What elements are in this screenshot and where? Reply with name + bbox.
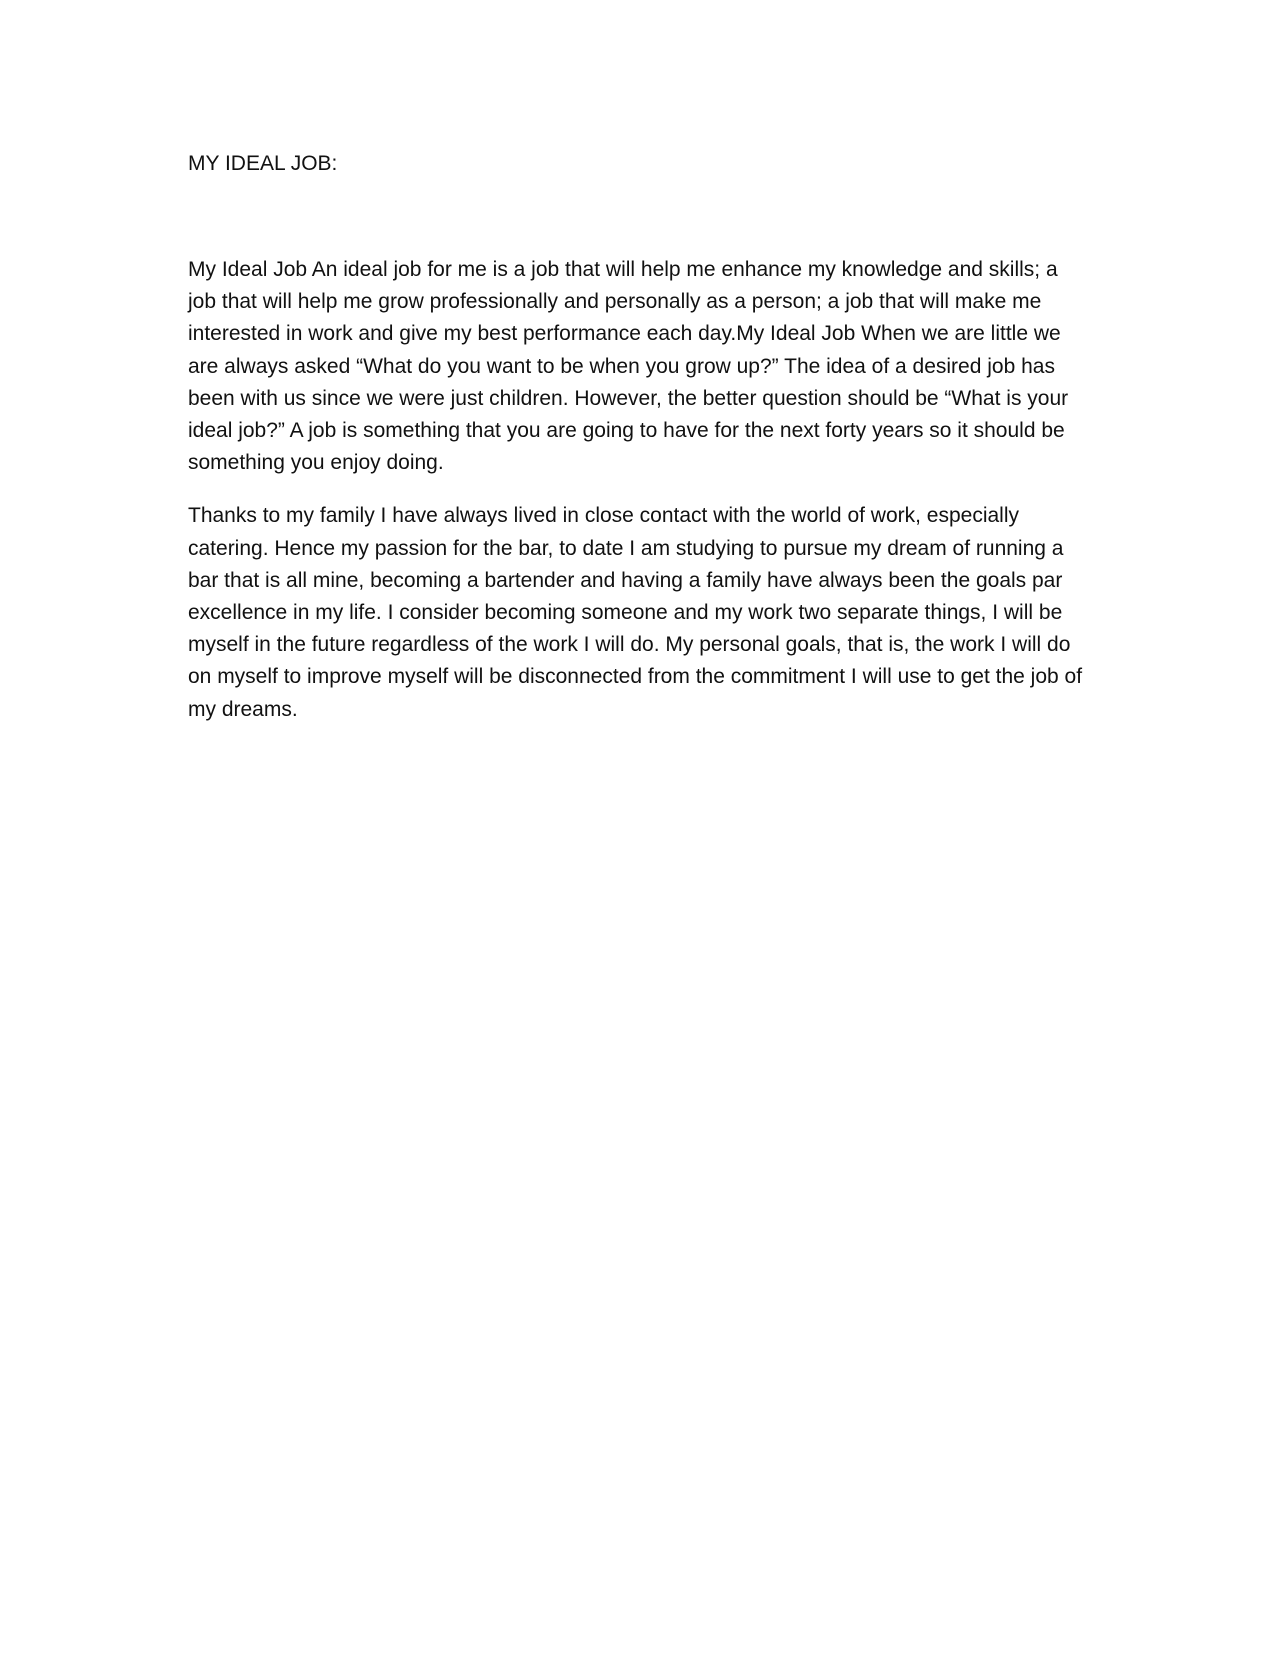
paragraph-ideal-job-intro: My Ideal Job An ideal job for me is a job that will help me enhance my knowledge and skills; a job that will help me grow professionally and personally as a person; a job that will make me interested in work and give my best performance each day.My Ideal Job When we are little we are always asked “What do you want to be when you grow up?” The idea of a desired job has been with us since we were just children. However, the better question should be “What is your ideal job?” A job is something that you are going to have for the next forty years so it should be something you enjoy doing.	[188, 258, 1069, 475]
document-body	[188, 148, 1088, 726]
document-title: MY IDEAL JOB:	[188, 152, 338, 175]
paragraph-family-bar-dream: Thanks to my family I have always lived in close contact with the world of work, especially catering. Hence my passion for the bar, to date I am studying to pursue my dream of running a bar that is all mine, becoming a bartender and having a family have always been the goals par excellence in my life. I consider becoming someone and my work two separate things, I will be myself in the future regardless of the work I will do. My personal goals, that is, the work I will do on myself to improve myself will be disconnected from the commitment I will use to get the job of my dreams.	[188, 504, 1083, 721]
